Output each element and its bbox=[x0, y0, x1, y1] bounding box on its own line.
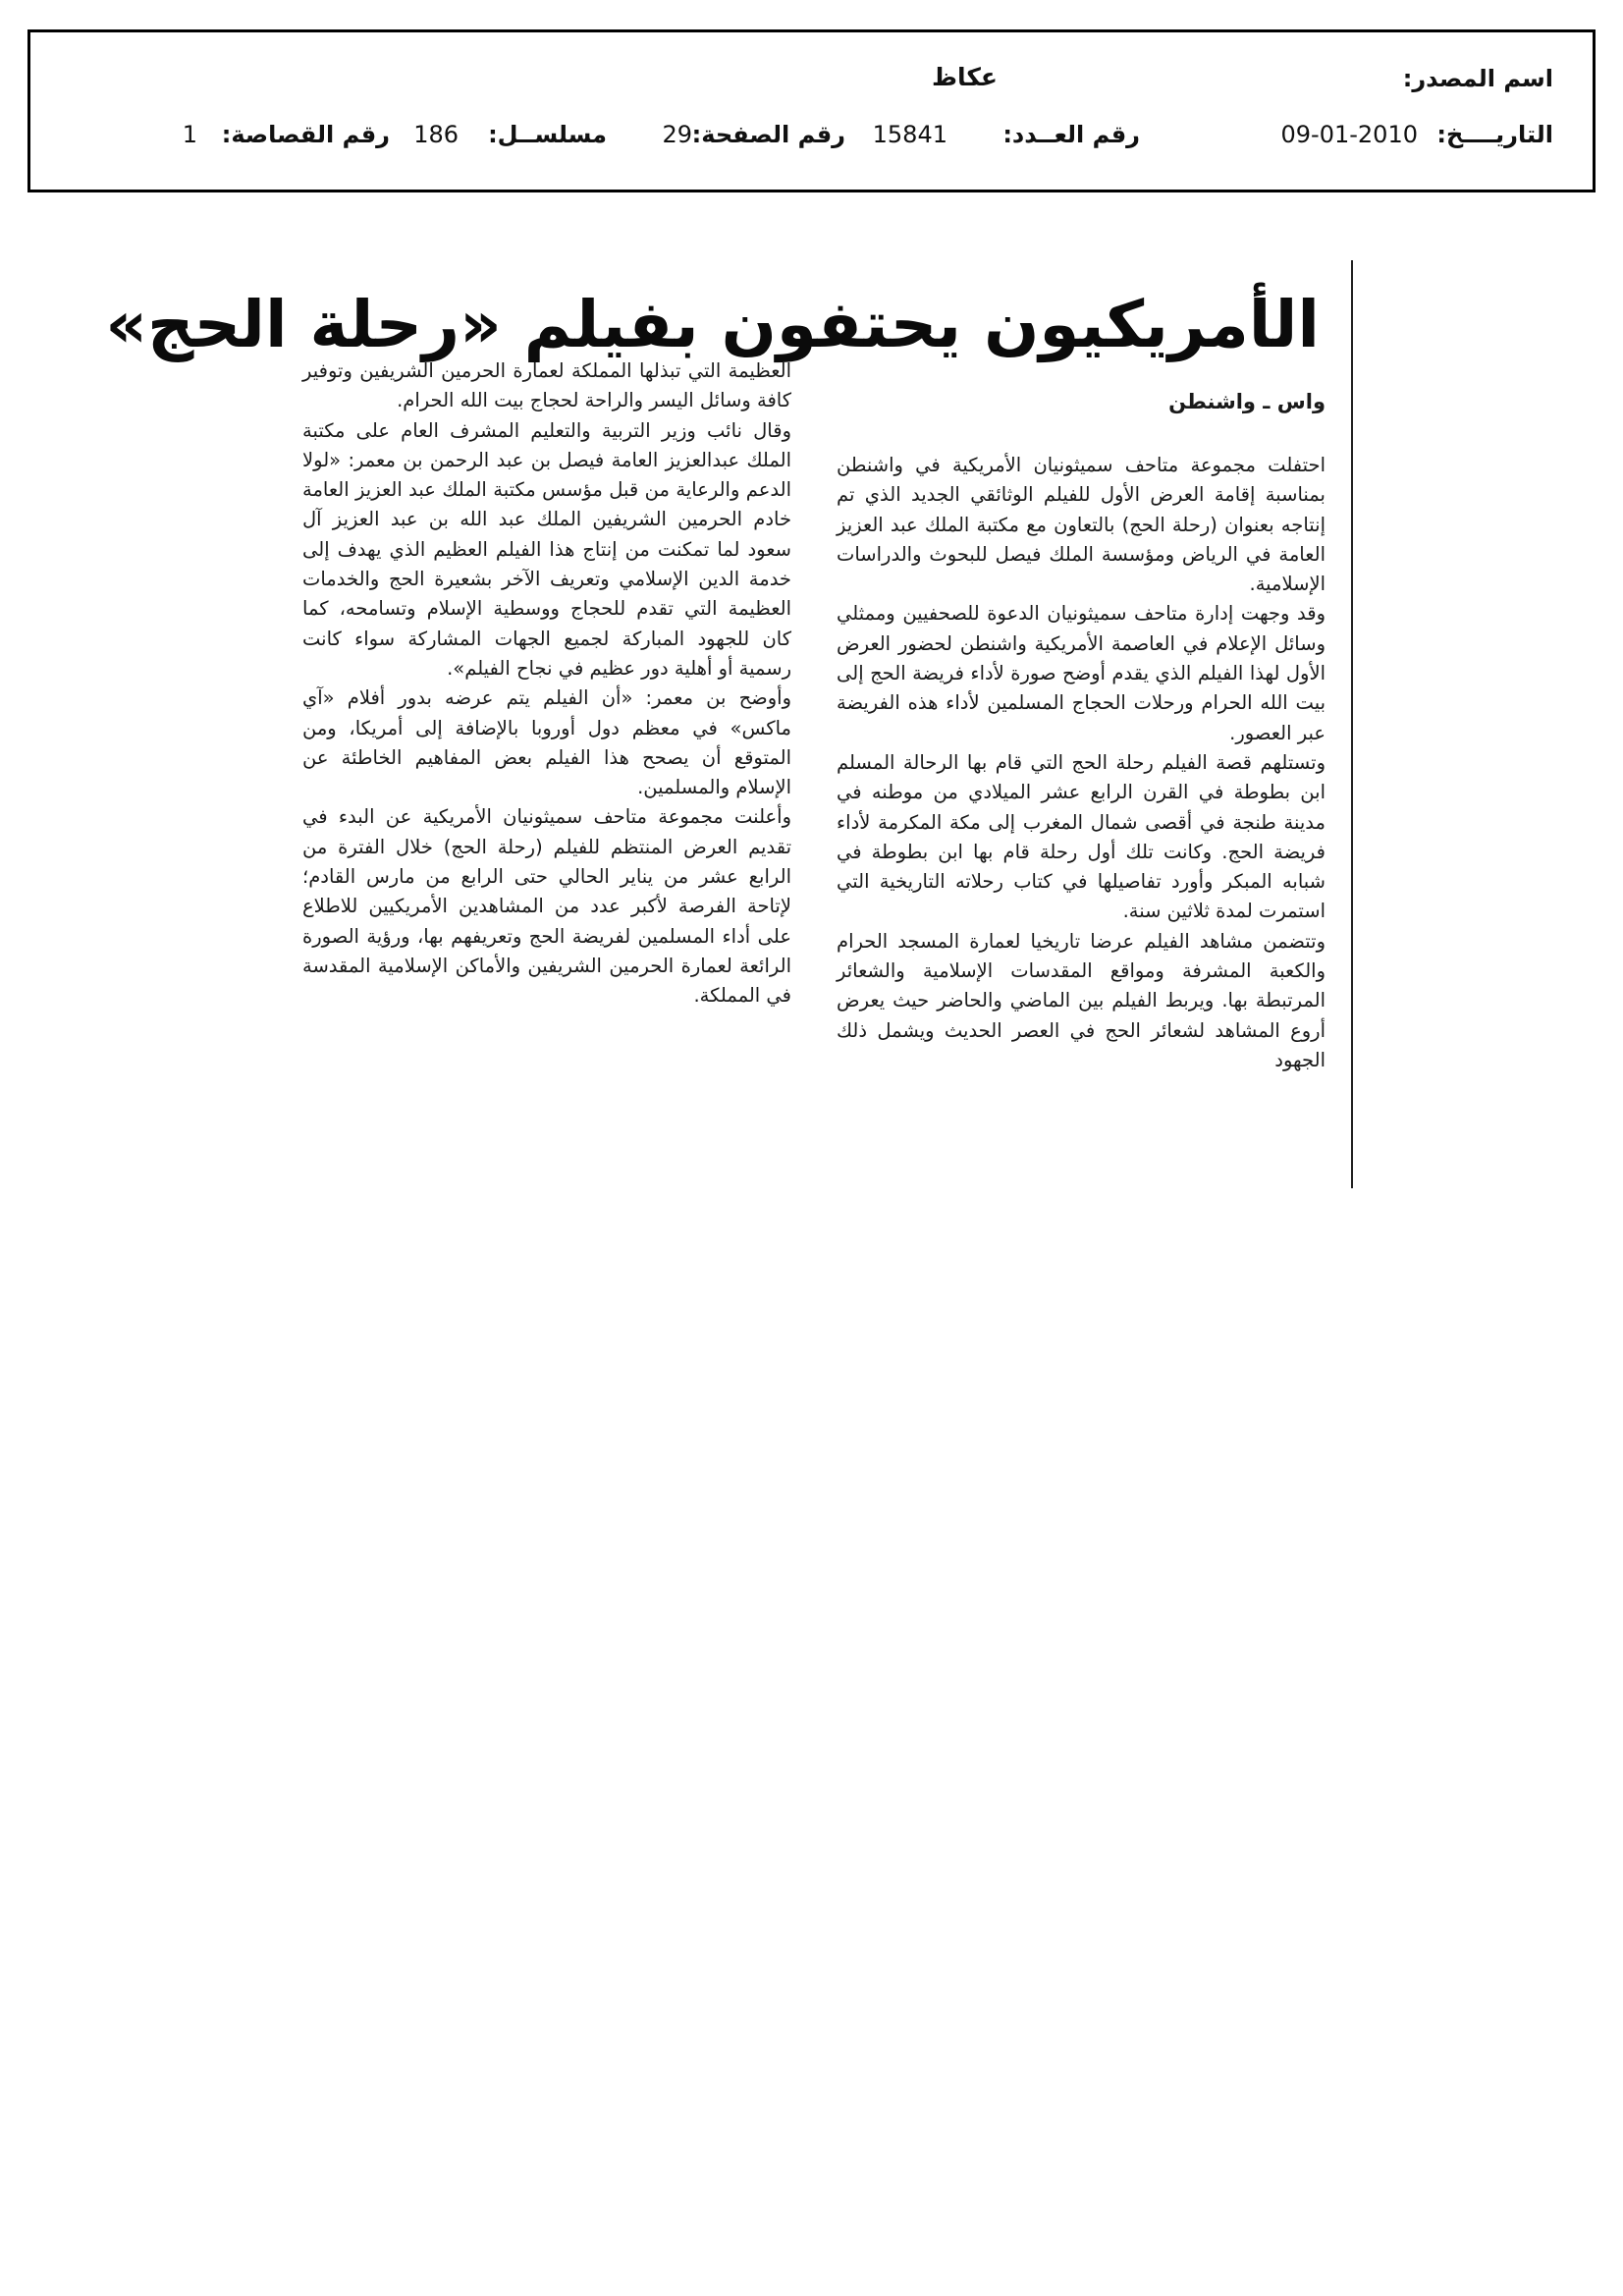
article-paragraph: وأعلنت مجموعة متاحف سميثونيان الأمريكية عن البدء في تقديم العرض المنتظم للفيلم (رحلة الحج) خلال الفترة من الرابع عشر من يناير الحالي حتى الرابع من مارس القادم؛ لإتاحة الفرصة لأكبر عدد من المشاهدين الأمريكيين للاطلاع على أداء المسلمين لفريضة الحج وتعريفهم بها، ورؤية الصورة الرائعة لعمارة الحرمين الشريفين والأماكن الإسلامية المقدسة في المملكة. bbox=[302, 805, 791, 1008]
source-label: اسم المصدر: bbox=[1402, 65, 1553, 92]
clipping-info-box bbox=[27, 29, 1596, 192]
page-number-label: رقم الصفحة: bbox=[691, 121, 845, 148]
date-value: 09-01-2010 bbox=[1280, 121, 1418, 148]
article-paragraph: وقد وجهت إدارة متاحف سميثونيان الدعوة للصحفيين وممثلي وسائل الإعلام في العاصمة الأمريكية واشنطن لحضور العرض الأول لهذا الفيلم الذي يقدم أوضح صورة لأداء فريضة الحج إلى بيت الله الحرام ورحلات الحجاج المسلمين لأداء هذه الفريضة عبر العصور. bbox=[837, 602, 1325, 744]
article-paragraph: وقال نائب وزير التربية والتعليم المشرف العام على مكتبة الملك عبدالعزيز العامة فيصل بن عبد الرحمن بن معمر: «لولا الدعم والرعاية من قبل مؤسس مكتبة الملك عبد العزيز العامة خادم الحرمين الشريفين الملك عبد الله بن عبد العزيز آل سعود لما تمكنت من إنتاج هذا الفيلم العظيم الذي يهدف إلى خدمة الدين الإسلامي وتعريف الآخر بشعيرة الحج والخدمات العظيمة التي تقدم للحجاج ووسطية الإسلام وتسامحه، كما كان للجهود المباركة لجميع الجهات المشاركة سواء كانت رسمية أو أهلية دور عظيم في نجاح الفيلم». bbox=[302, 418, 791, 680]
clipping-number-value: 1 bbox=[182, 121, 197, 148]
date-label: التاريــــخ: bbox=[1436, 121, 1553, 148]
issue-number-label: رقم العــدد: bbox=[1002, 121, 1140, 148]
serial-label: مسلســل: bbox=[488, 121, 607, 148]
article-headline: الأمريكيون يحتفون بفيلم «رحلة الحج» bbox=[105, 287, 1320, 362]
article-column-right bbox=[837, 451, 1325, 1075]
article-paragraph: وتستلهم قصة الفيلم رحلة الحج التي قام بها الرحالة المسلم ابن بطوطة في القرن الرابع عشر الميلادي من موطنه في مدينة طنجة في أقصى شمال المغرب إلى مكة المكرمة لأداء فريضة الحج. وكانت تلك أول رحلة قام بها ابن بطوطة في شبابه المبكر وأورد تفاصيلها في كتاب رحلاته التاريخية التي استمرت لمدة ثلاثين سنة. bbox=[837, 750, 1325, 923]
article-paragraph: وتتضمن مشاهد الفيلم عرضا تاريخيا لعمارة المسجد الحرام والكعبة المشرفة ومواقع المقدسات الإسلامية والشعائر المرتبطة بها. ويربط الفيلم بين الماضي والحاضر حيث يعرض أروع المشاهد لشعائر الحج في العصر الحديث ويشمل ذلك الجهود bbox=[837, 929, 1325, 1071]
page-number-value: 29 bbox=[662, 121, 692, 148]
article-paragraph: وأوضح بن معمر: «أن الفيلم يتم عرضه بدور أفلام «آي ماكس» في معظم دول أوروبا بالإضافة إلى أمريكا، ومن المتوقع أن يصحح هذا الفيلم بعض المفاهيم الخاطئة عن الإسلام والمسلمين. bbox=[302, 686, 791, 799]
article-dateline: واس ـ واشنطن bbox=[1168, 390, 1325, 413]
news-article bbox=[105, 260, 1347, 1188]
column-rule bbox=[1351, 260, 1353, 1188]
serial-value: 186 bbox=[413, 121, 459, 148]
article-column-left bbox=[302, 356, 791, 1011]
issue-number-value: 15841 bbox=[872, 121, 947, 148]
source-value: عكاظ bbox=[932, 63, 998, 91]
article-paragraph: احتفلت مجموعة متاحف سميثونيان الأمريكية في واشنطن بمناسبة إقامة العرض الأول للفيلم الوثائقي الجديد الذي تم إنتاجه بعنوان (رحلة الحج) بالتعاون مع مكتبة الملك عبد العزيز العامة في الرياض ومؤسسة الملك فيصل للبحوث والدراسات الإسلامية. bbox=[837, 454, 1325, 596]
article-paragraph: العظيمة التي تبذلها المملكة لعمارة الحرمين الشريفين وتوفير كافة وسائل اليسر والراحة لحجاج بيت الله الحرام. bbox=[302, 359, 791, 412]
clipping-number-label: رقم القصاصة: bbox=[221, 121, 390, 148]
